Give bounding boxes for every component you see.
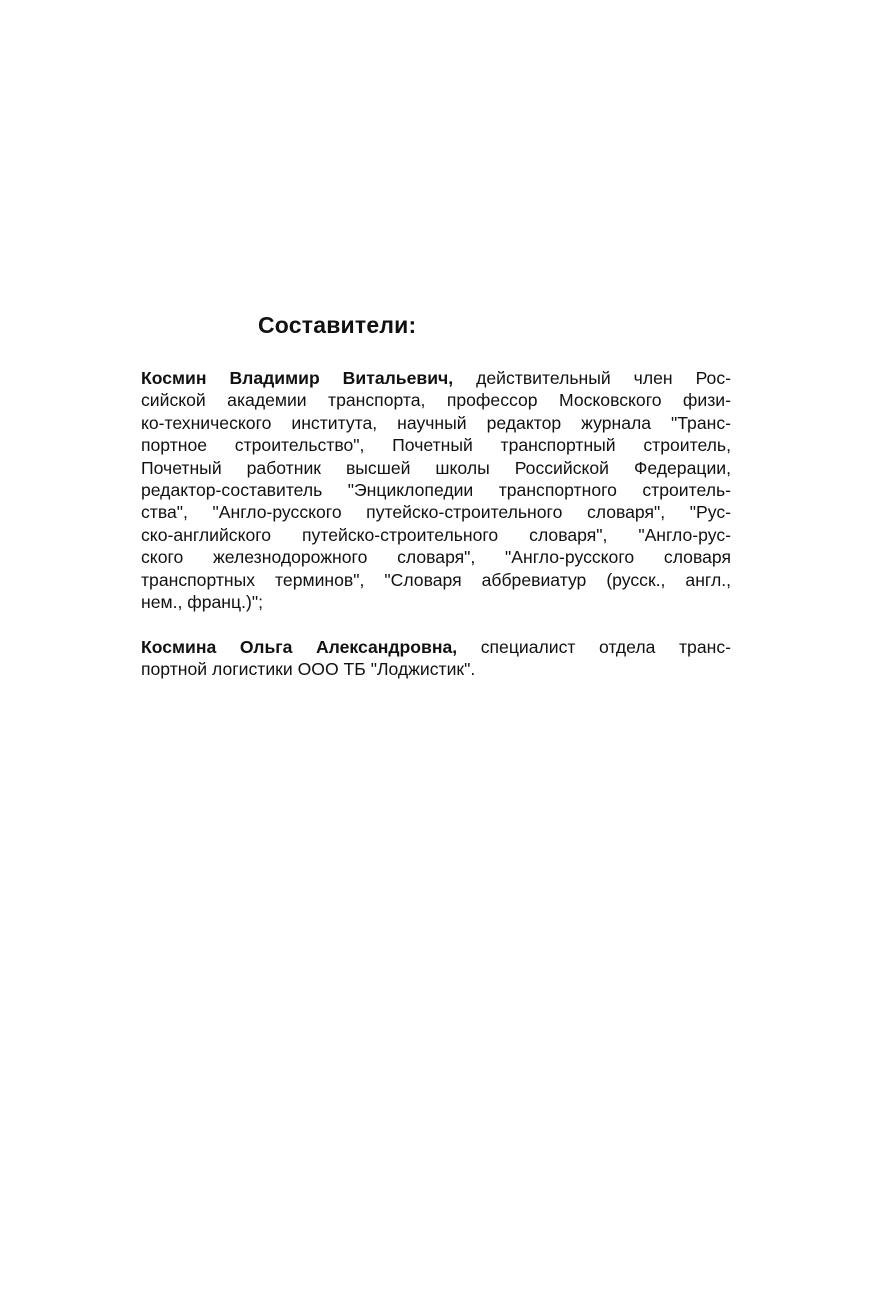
- entry-line: сийской академии транспорта, профессор Московского физи-: [141, 390, 731, 411]
- entry-line: портное строительство", Почетный транспортный строитель,: [141, 435, 731, 456]
- entry-line: ского железнодорожного словаря", "Англо-русского словаря: [141, 547, 731, 568]
- page-title: Составители:: [258, 312, 417, 338]
- entry-line: [141, 367, 731, 389]
- entry-line: нем., франц.)";: [141, 591, 263, 612]
- entry-line: транспортных терминов", "Словаря аббревиатур (русск., англ.,: [141, 569, 731, 590]
- contributor-entry-kosmina-olga: [141, 636, 731, 681]
- entry-line: редактор-составитель "Энциклопедии транспортного строитель-: [141, 479, 731, 500]
- contributor-name: Космина Ольга Александровна,: [141, 637, 458, 657]
- entry-line: портной логистики ООО ТБ "Лоджистик".: [141, 659, 476, 680]
- contributor-description: специалист отдела транс-: [457, 637, 731, 657]
- entry-line: Почетный работник высшей школы Российской Федерации,: [141, 457, 731, 478]
- contributor-entry-kosmin-vladimir: [141, 367, 731, 613]
- entry-line: [141, 636, 731, 658]
- contributor-name: Космин Владимир Витальевич,: [141, 368, 454, 388]
- entry-line: ства", "Англо-русского путейско-строительного словаря", "Рус-: [141, 502, 731, 523]
- contributor-description: действительный член Рос-: [453, 368, 731, 388]
- entry-line: ко-технического института, научный редактор журнала "Транс-: [141, 412, 731, 433]
- entry-line: ско-английского путейско-строительного словаря", "Англо-рус-: [141, 524, 731, 545]
